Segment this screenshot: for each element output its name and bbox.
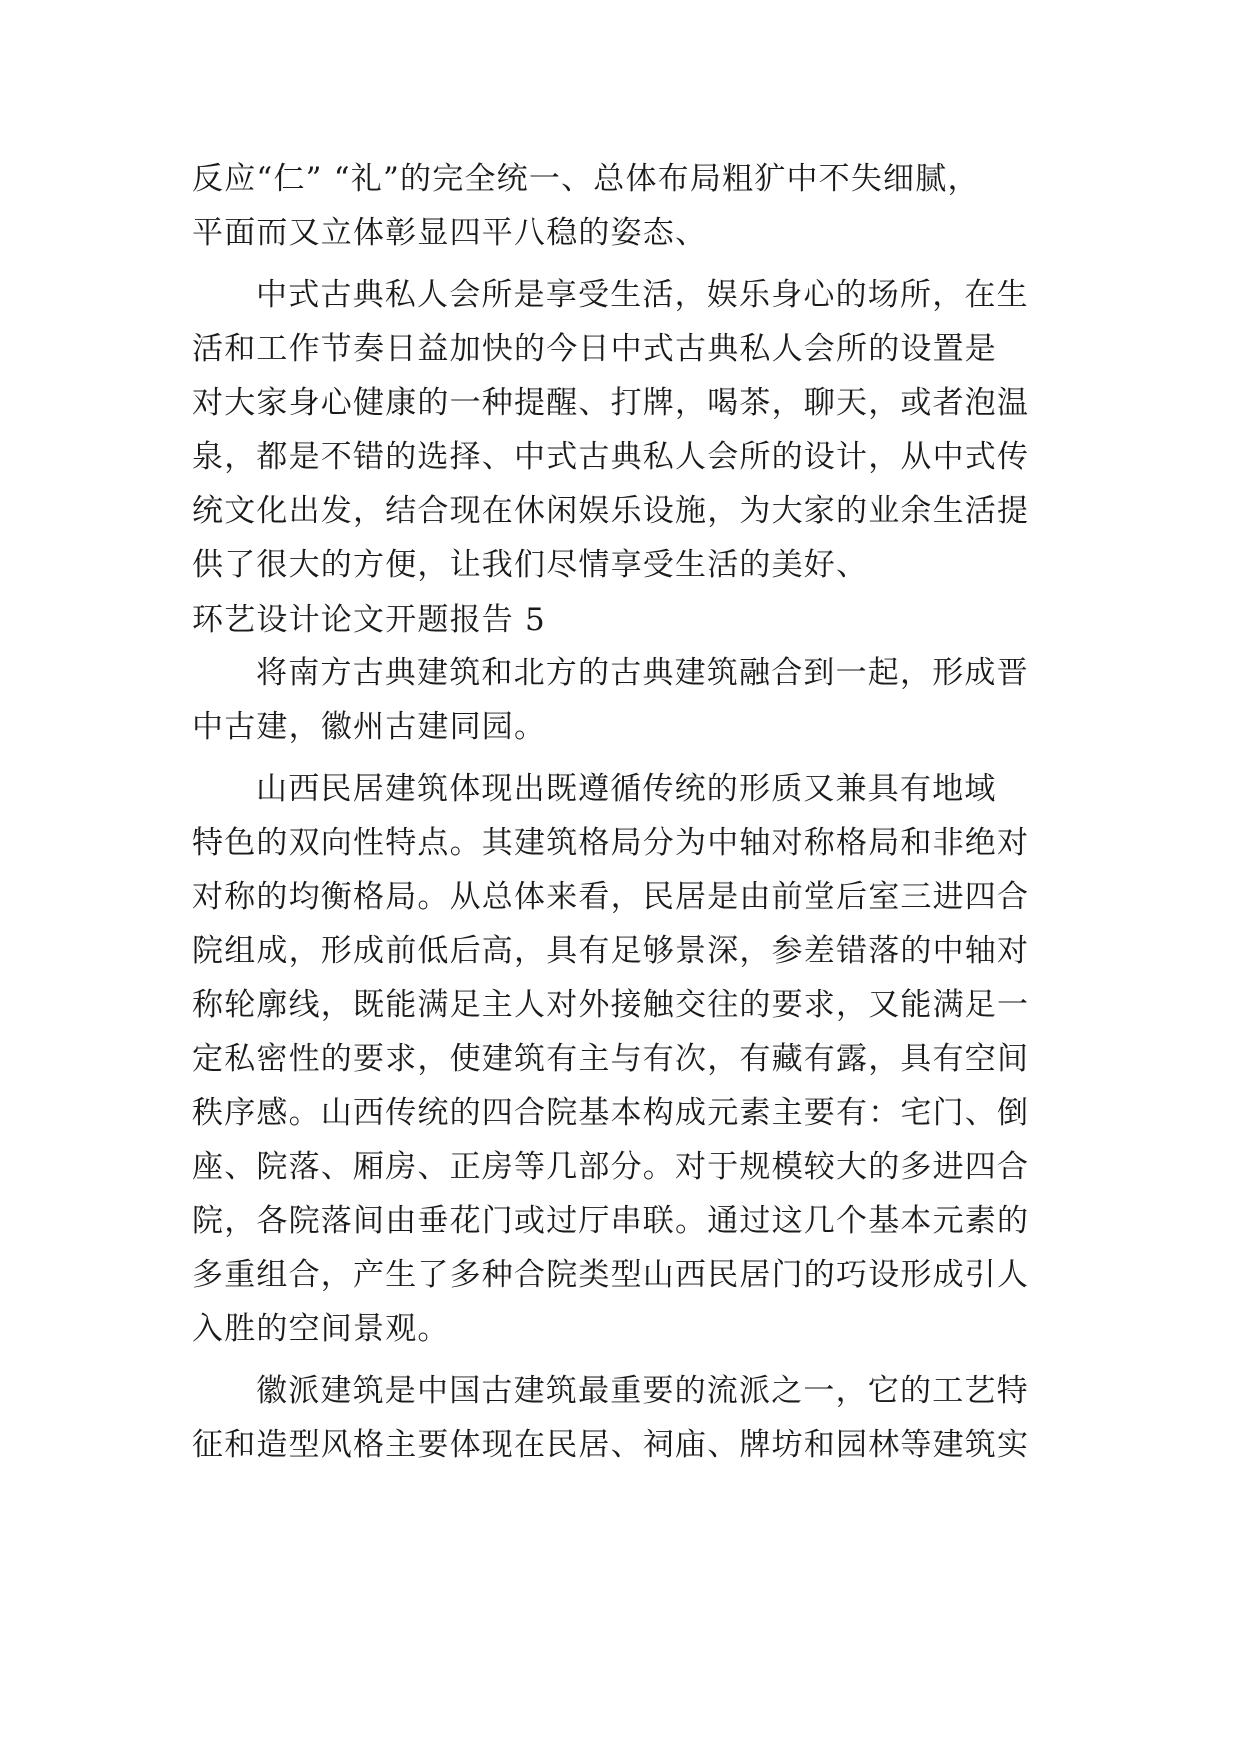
paragraph-line: 平面而又立体彰显四平八稳的姿态、	[192, 215, 708, 251]
paragraph-line: 多重组合，产生了多种合院类型山西民居门的巧设形成引人	[192, 1257, 1030, 1293]
paragraph-line: 中古建，徽州古建同园。	[192, 709, 547, 745]
paragraph-line: 特色的双向性特点。其建筑格局分为中轴对称格局和非绝对	[192, 825, 1030, 861]
paragraph-line: 秩序感。山西传统的四合院基本构成元素主要有：宅门、倒	[192, 1095, 1030, 1131]
paragraph-line: 定私密性的要求，使建筑有主与有次，有藏有露，具有空间	[192, 1041, 1030, 1077]
paragraph-4	[192, 762, 1060, 1356]
paragraph-3	[192, 646, 1060, 754]
paragraph-line: 座、院落、厢房、正房等几部分。对于规模较大的多进四合	[192, 1149, 1030, 1185]
paragraph-2	[192, 268, 1060, 592]
paragraph-line: 徽派建筑是中国古建筑最重要的流派之一，它的工艺特	[256, 1373, 1029, 1409]
paragraph-line: 称轮廓线，既能满足主人对外接触交往的要求，又能满足一	[192, 987, 1030, 1023]
paragraph-line: 征和造型风格主要体现在民居、祠庙、牌坊和园林等建筑实	[192, 1427, 1030, 1463]
paragraph-line: 入胜的空间景观。	[192, 1311, 450, 1347]
paragraph-line: 院组成，形成前低后高，具有足够景深，参差错落的中轴对	[192, 933, 1030, 969]
paragraph-line: 泉，都是不错的选择、中式古典私人会所的设计，从中式传	[192, 439, 1030, 475]
paragraph-1	[192, 152, 1060, 260]
paragraph-line: 统文化出发，结合现在休闲娱乐设施，为大家的业余生活提	[192, 493, 1030, 529]
paragraph-line: 活和工作节奏日益加快的今日中式古典私人会所的设置是	[192, 331, 997, 367]
paragraph-line: 对大家身心健康的一种提醒、打牌，喝茶，聊天，或者泡温	[192, 385, 1030, 421]
paragraph-line: 山西民居建筑体现出既遵循传统的形质又兼具有地域	[256, 771, 997, 807]
paragraph-5	[192, 1364, 1060, 1472]
paragraph-line: 供了很大的方便，让我们尽情享受生活的美好、	[192, 547, 869, 583]
paragraph-line: 院，各院落间由垂花门或过厅串联。通过这几个基本元素的	[192, 1203, 1030, 1239]
paragraph-line: 反应“仁” “礼”的完全统一、总体布局粗犷中不失细腻，	[192, 161, 980, 197]
paragraph-line: 中式古典私人会所是享受生活，娱乐身心的场所，在生	[256, 277, 1029, 313]
paragraph-line: 对称的均衡格局。从总体来看，民居是由前堂后室三进四合	[192, 879, 1030, 915]
document-page	[192, 152, 1060, 1472]
paragraph-line: 将南方古典建筑和北方的古典建筑融合到一起，形成晋	[256, 655, 1029, 691]
section-heading: 环艺设计论文开题报告 5	[192, 602, 546, 638]
